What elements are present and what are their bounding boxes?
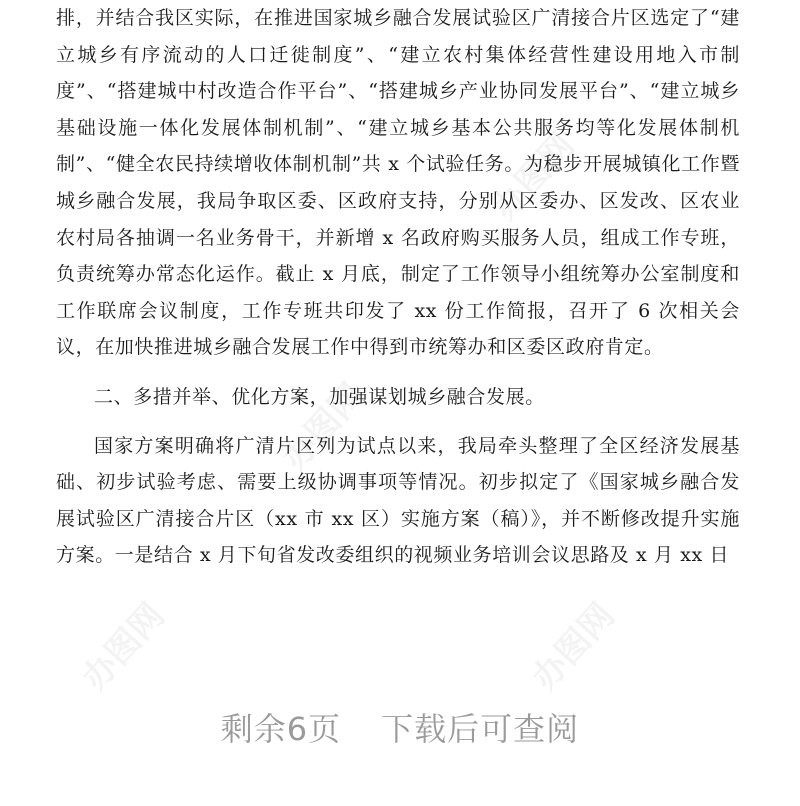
- paragraph-continued: 排，并结合我区实际，在推进国家城乡融合发展试验区广清接合片区选定了“建立城乡有序流动的人口迁徙制度”、“建立农村集体经营性建设用地入市制度”、“搭建城中村改造合作平台”、“搭建城乡产业协同发展平台”、“建立城乡基础设施一体化发展体制机制”、“建立城乡基本公共服务均等化发展体制机制”、“健全农民持续增收体制机制”共 x 个试验任务。为稳步开展城镇化工作暨城乡融合发展，我局争取区委、区政府支持，分别从区委办、区发改、区农业农村局各抽调一名业务骨干，并新增 x 名政府购买服务人员，组成工作专班，负责统筹办常态化运作。截止 x 月底，制定了工作领导小组统筹办公室制度和工作联席会议制度，工作专班共印发了 xx 份工作简报，召开了 6 次相关会议，在加快推进城乡融合发展工作中得到市统筹办和区委区政府肯定。: [56, 7, 740, 359]
- watermark: 办图网: [524, 595, 623, 699]
- section-heading: 二、多措并举、优化方案，加强谋划城乡融合发展。: [94, 385, 545, 408]
- download-prompt[interactable]: [0, 704, 800, 750]
- watermark: 办图网: [274, 375, 373, 479]
- document-body: [56, 0, 740, 574]
- paragraph: 国家方案明确将广清片区列为试点以来，我局牵头整理了全区经济发展基础、初步试验考虑、需要上级协调事项等情况。初步拟定了《国家城乡融合发展试验区广清接合片区（xx 市 xx 区）实施方案（稿）》，并不断修改提升实施方案。一是结合 x 月下旬省发改委组织的视频业务培训会议思路及 x 月 xx 日: [56, 434, 740, 567]
- download-to-view-text: 下载后可查阅: [381, 710, 580, 748]
- watermark: 办图网: [484, 125, 583, 229]
- remaining-pages-text: 剩余6页: [220, 710, 342, 748]
- watermark: 办图网: [74, 595, 173, 699]
